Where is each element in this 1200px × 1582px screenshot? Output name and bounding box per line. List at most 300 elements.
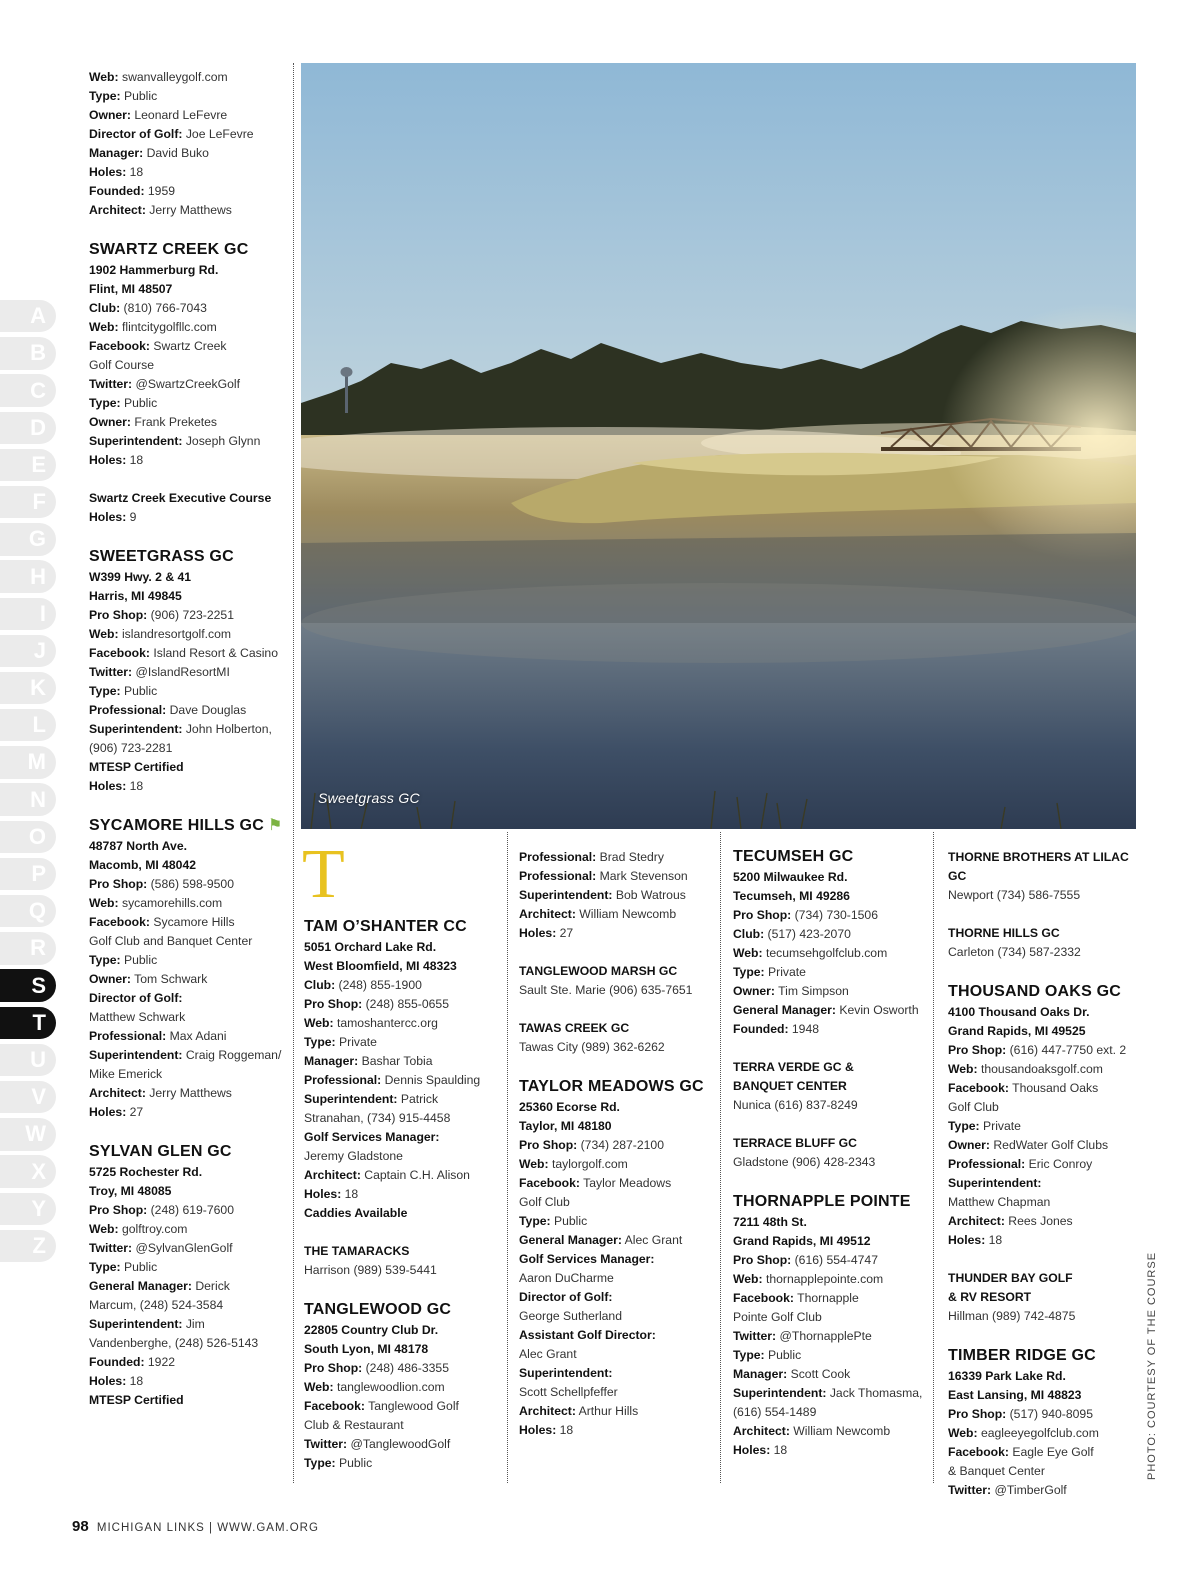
address-line: Harris, MI 49845 [89, 589, 182, 603]
address-line: Troy, MI 48085 [89, 1184, 172, 1198]
field-value: Private [983, 1119, 1021, 1133]
spacer [519, 1000, 719, 1019]
spacer [948, 905, 1148, 924]
field-value: (248) 486-3355 [365, 1361, 449, 1375]
field-label: Holes: [519, 1423, 557, 1437]
field-label: Pro Shop: [304, 997, 363, 1011]
field-label: Web: [89, 70, 119, 84]
field-label: Web: [733, 1272, 763, 1286]
spacer [733, 1172, 933, 1191]
course-name: THORNE HILLS GC [948, 926, 1060, 940]
field-label: Superintendent: [89, 722, 183, 736]
info-line [304, 1416, 504, 1435]
course-name: SYLVAN GLEN GC [89, 1143, 232, 1160]
field-label: Founded: [733, 1022, 789, 1036]
field-label: Type: [89, 684, 121, 698]
field-label: Type: [89, 89, 121, 103]
footer-text: MICHIGAN LINKS | WWW.GAM.ORG [96, 1522, 319, 1534]
field-value: George Sutherland [519, 1309, 622, 1323]
spacer [948, 1326, 1148, 1345]
alpha-tab-h: H [0, 560, 56, 592]
info-line [89, 951, 284, 970]
field-value: thornapplepointe.com [765, 1272, 884, 1286]
field-value: Newport (734) 586-7555 [948, 888, 1081, 902]
info-line [948, 1462, 1148, 1481]
info-line [304, 1014, 504, 1033]
course-heading [948, 981, 1148, 1003]
info-line [948, 1307, 1148, 1326]
field-label: Web: [733, 946, 763, 960]
field-value: 1922 [147, 1355, 176, 1369]
field-label: Professional: [304, 1073, 382, 1087]
field-label: Director of Golf: [89, 127, 183, 141]
alpha-tab-r: R [0, 932, 56, 964]
field-label: Twitter: [89, 1241, 133, 1255]
field-value: Nunica (616) 837-8249 [733, 1098, 858, 1112]
info-line [519, 1174, 719, 1193]
course-name: THE TAMARACKS [304, 1244, 410, 1258]
field-value: 18 [129, 779, 144, 793]
alpha-tab-y: Y [0, 1193, 56, 1225]
field-value: @IslandResortMI [135, 665, 230, 679]
course-heading [304, 1299, 504, 1321]
field-value: (616) 447-7750 ext. 2 [1009, 1043, 1127, 1057]
info-line [948, 1405, 1148, 1424]
field-label: Pro Shop: [948, 1043, 1007, 1057]
field-label: Type: [89, 1260, 121, 1274]
field-label: Type: [89, 953, 121, 967]
field-value: Taylor Meadows [583, 1176, 672, 1190]
field-value: (906) 723-2281 [89, 741, 173, 755]
field-value: tecumsehgolfclub.com [765, 946, 888, 960]
field-value: (616) 554-4747 [794, 1253, 878, 1267]
info-line [519, 1212, 719, 1231]
address-line: Golf Services Manager: [304, 1130, 440, 1144]
field-value: (248) 619-7600 [150, 1203, 234, 1217]
alpha-tab-t: T [0, 1007, 56, 1039]
field-value: Alec Grant [519, 1347, 577, 1361]
info-line [89, 1277, 284, 1296]
field-value: Sycamore Hills [153, 915, 235, 929]
alpha-tab-l: L [0, 709, 56, 741]
field-label: Owner: [89, 108, 131, 122]
field-value: (906) 723-2251 [150, 608, 234, 622]
field-label: Facebook: [948, 1445, 1009, 1459]
course-heading [519, 1076, 719, 1098]
listing-column-2 [304, 916, 504, 1473]
field-value: RedWater Golf Clubs [993, 1138, 1109, 1152]
column-divider [933, 832, 934, 1483]
field-value: Captain C.H. Alison [364, 1168, 470, 1182]
field-value: Public [768, 1348, 802, 1362]
field-value: Bashar Tobia [361, 1054, 433, 1068]
course-name: TANGLEWOOD GC [304, 1301, 452, 1318]
field-value: Kevin Osworth [839, 1003, 919, 1017]
field-label: Pro Shop: [89, 877, 148, 891]
info-line [304, 1147, 504, 1166]
info-line [733, 1422, 933, 1441]
info-line [304, 1397, 504, 1416]
field-label: Type: [89, 396, 121, 410]
info-line [89, 720, 284, 739]
field-value: Joseph Glynn [185, 434, 261, 448]
address-line: 16339 Park Lake Rd. [948, 1369, 1066, 1383]
field-label: Professional: [948, 1157, 1026, 1171]
field-value: & Banquet Center [948, 1464, 1045, 1478]
info-line [733, 963, 933, 982]
field-value: Scott Schellpfeffer [519, 1385, 618, 1399]
info-line [948, 1060, 1148, 1079]
info-line [733, 1441, 933, 1460]
field-value: swanvalleygolf.com [121, 70, 228, 84]
field-label: Professional: [519, 869, 597, 883]
alpha-tab-m: M [0, 746, 56, 778]
alpha-tab-c: C [0, 374, 56, 406]
info-line [519, 848, 719, 867]
field-label: Facebook: [519, 1176, 580, 1190]
alpha-tab-i: I [0, 598, 56, 630]
field-label: Architect: [733, 1424, 790, 1438]
info-line [89, 182, 284, 201]
info-line [304, 1052, 504, 1071]
field-label: Twitter: [89, 377, 133, 391]
alpha-tab-b: B [0, 337, 56, 369]
field-value: Public [124, 89, 158, 103]
course-name: THUNDER BAY GOLF [948, 1271, 1073, 1285]
info-line [89, 701, 284, 720]
info-line [948, 1117, 1148, 1136]
alpha-tab-p: P [0, 858, 56, 890]
listing-column-3 [519, 848, 719, 1440]
field-value: 27 [559, 926, 574, 940]
info-line [89, 337, 284, 356]
info-line [89, 1103, 284, 1122]
field-label: Architect: [519, 1404, 576, 1418]
field-label: Holes: [89, 453, 127, 467]
field-value: (248) 855-0655 [365, 997, 449, 1011]
field-value: Tim Simpson [778, 984, 849, 998]
spacer [733, 1115, 933, 1134]
field-value: (517) 423-2070 [767, 927, 851, 941]
alpha-tab-e: E [0, 449, 56, 481]
field-value: Tawas City (989) 362-6262 [519, 1040, 665, 1054]
page-number: 98 [72, 1518, 89, 1535]
field-label: Founded: [89, 1355, 145, 1369]
address-line: Flint, MI 48507 [89, 282, 173, 296]
field-value: (616) 554-1489 [733, 1405, 817, 1419]
field-label: Type: [519, 1214, 551, 1228]
field-value: @SylvanGlenGolf [135, 1241, 233, 1255]
alpha-tab-s: S [0, 969, 56, 1001]
field-label: Web: [89, 896, 119, 910]
field-value: Jerry Matthews [149, 203, 232, 217]
course-heading [89, 1141, 284, 1163]
field-value: 18 [988, 1233, 1003, 1247]
info-line [519, 1421, 719, 1440]
address-line: Superintendent: [948, 1176, 1042, 1190]
info-line [304, 1378, 504, 1397]
info-line [948, 1155, 1148, 1174]
course-photo [301, 63, 1136, 829]
field-value: Carleton (734) 587-2332 [948, 945, 1081, 959]
alpha-tab-j: J [0, 635, 56, 667]
field-value: Marcum, (248) 524-3584 [89, 1298, 224, 1312]
info-line [948, 1136, 1148, 1155]
field-value: John Holberton, [185, 722, 272, 736]
field-value: William Newcomb [579, 907, 677, 921]
info-line [89, 201, 284, 220]
field-label: Twitter: [733, 1329, 777, 1343]
field-label: Owner: [89, 972, 131, 986]
info-line [89, 1027, 284, 1046]
alpha-tab-k: K [0, 672, 56, 704]
info-line [89, 163, 284, 182]
field-value: @TimberGolf [994, 1483, 1067, 1497]
info-line [733, 982, 933, 1001]
field-label: Superintendent: [733, 1386, 827, 1400]
course-heading [89, 546, 284, 568]
info-line [948, 943, 1148, 962]
field-label: Twitter: [304, 1437, 348, 1451]
field-label: Superintendent: [89, 1048, 183, 1062]
info-line [89, 144, 284, 163]
field-label: Professional: [89, 703, 167, 717]
field-value: 18 [129, 453, 144, 467]
info-line [89, 508, 284, 527]
field-value: Jeremy Gladstone [304, 1149, 403, 1163]
field-value: Harrison (989) 539-5441 [304, 1263, 437, 1277]
info-line [733, 1270, 933, 1289]
field-label: Holes: [733, 1443, 771, 1457]
field-label: Holes: [89, 779, 127, 793]
info-line [304, 1109, 504, 1128]
field-label: Pro Shop: [733, 1253, 792, 1267]
field-label: Superintendent: [519, 888, 613, 902]
field-label: Owner: [89, 415, 131, 429]
field-value: Frank Preketes [134, 415, 218, 429]
field-value: Eric Conroy [1028, 1157, 1093, 1171]
address-line: West Bloomfield, MI 48323 [304, 959, 457, 973]
address-line: Superintendent: [519, 1366, 613, 1380]
field-value: Pointe Golf Club [733, 1310, 822, 1324]
info-line [89, 432, 284, 451]
field-value: Dennis Spaulding [384, 1073, 481, 1087]
field-label: General Manager: [519, 1233, 622, 1247]
field-value: Golf Course [89, 358, 155, 372]
field-label: Architect: [89, 203, 146, 217]
address-line: 4100 Thousand Oaks Dr. [948, 1005, 1090, 1019]
address-line: Macomb, MI 48042 [89, 858, 197, 872]
address-line: 5725 Rochester Rd. [89, 1165, 203, 1179]
spacer [89, 796, 284, 815]
field-label: Holes: [89, 510, 127, 524]
info-line [89, 125, 284, 144]
info-line [89, 1372, 284, 1391]
field-value: 18 [559, 1423, 574, 1437]
info-line [519, 1345, 719, 1364]
field-value: Brad Stedry [599, 850, 664, 864]
info-line [89, 777, 284, 796]
listing-column-5 [948, 848, 1148, 1500]
info-line [89, 413, 284, 432]
alpha-tab-z: Z [0, 1230, 56, 1262]
field-label: Facebook: [89, 339, 150, 353]
field-value: Thornapple [797, 1291, 859, 1305]
info-line [89, 394, 284, 413]
field-value: Public [124, 684, 158, 698]
info-line [304, 976, 504, 995]
field-label: Superintendent: [89, 434, 183, 448]
field-value: Golf Club and Banquet Center [89, 934, 253, 948]
photo-caption: Sweetgrass GC [318, 790, 420, 806]
info-line [304, 1090, 504, 1109]
address-line: Assistant Golf Director: [519, 1328, 656, 1342]
course-name: THORNE BROTHERS AT LILAC GC [948, 850, 1129, 883]
field-value: Dave Douglas [169, 703, 247, 717]
info-line [89, 451, 284, 470]
info-line [89, 682, 284, 701]
field-label: Type: [304, 1456, 336, 1470]
spacer [304, 1223, 504, 1242]
field-value: 18 [773, 1443, 788, 1457]
field-value: (734) 287-2100 [580, 1138, 664, 1152]
info-line [733, 1289, 933, 1308]
address-line: East Lansing, MI 48823 [948, 1388, 1082, 1402]
field-label: Web: [89, 1222, 119, 1236]
field-value: Aaron DuCharme [519, 1271, 614, 1285]
address-line: MTESP Certified [89, 1393, 184, 1407]
field-label: Owner: [733, 984, 775, 998]
info-line [304, 1359, 504, 1378]
field-label: Superintendent: [89, 1317, 183, 1331]
field-label: Type: [733, 965, 765, 979]
course-name: TERRA VERDE GC & [733, 1060, 854, 1074]
course-name: TIMBER RIDGE GC [948, 1347, 1096, 1364]
field-value: Tom Schwark [134, 972, 208, 986]
field-value: Max Adani [169, 1029, 227, 1043]
info-line [304, 995, 504, 1014]
field-value: Island Resort & Casino [153, 646, 278, 660]
info-line [733, 1327, 933, 1346]
address-line: Golf Services Manager: [519, 1252, 655, 1266]
field-value: Public [339, 1456, 373, 1470]
info-line [89, 663, 284, 682]
address-line: Grand Rapids, MI 49512 [733, 1234, 871, 1248]
field-label: Club: [733, 927, 765, 941]
field-label: Club: [304, 978, 336, 992]
address-line: Tecumseh, MI 49286 [733, 889, 850, 903]
field-value: golftroy.com [121, 1222, 188, 1236]
course-heading [89, 239, 284, 261]
field-label: General Manager: [89, 1279, 192, 1293]
field-value: Craig Roggeman/ [185, 1048, 282, 1062]
course-name: & RV RESORT [948, 1290, 1032, 1304]
field-value: thousandoaksgolf.com [980, 1062, 1103, 1076]
info-line [519, 1307, 719, 1326]
alpha-tab-o: O [0, 821, 56, 853]
info-line [519, 1402, 719, 1421]
info-line [89, 932, 284, 951]
info-line [89, 87, 284, 106]
info-line [733, 1153, 933, 1172]
field-value: Alec Grant [624, 1233, 683, 1247]
course-heading [948, 1345, 1148, 1367]
info-line [89, 1315, 284, 1334]
field-label: Holes: [89, 1374, 127, 1388]
info-line [948, 1481, 1148, 1500]
column-divider [293, 63, 294, 1483]
field-value: Leonard LeFevre [134, 108, 228, 122]
field-value: (810) 766-7043 [123, 301, 207, 315]
info-line [733, 1308, 933, 1327]
info-line [89, 1239, 284, 1258]
info-line [948, 1424, 1148, 1443]
field-value: Mike Emerick [89, 1067, 163, 1081]
field-label: Pro Shop: [519, 1138, 578, 1152]
field-value: (517) 940-8095 [1009, 1407, 1093, 1421]
field-label: Pro Shop: [304, 1361, 363, 1375]
field-label: Manager: [733, 1367, 788, 1381]
field-label: Type: [304, 1035, 336, 1049]
field-value: (734) 730-1506 [794, 908, 878, 922]
page-footer [72, 1518, 319, 1535]
field-value: Tanglewood Golf [368, 1399, 459, 1413]
field-label: Web: [948, 1062, 978, 1076]
field-label: Owner: [948, 1138, 990, 1152]
field-label: Twitter: [89, 665, 133, 679]
field-value: islandresortgolf.com [121, 627, 232, 641]
course-name: TAYLOR MEADOWS GC [519, 1078, 704, 1095]
field-label: Pro Shop: [948, 1407, 1007, 1421]
field-value: tamoshantercc.org [336, 1016, 438, 1030]
info-line [733, 1251, 933, 1270]
alpha-tab-q: Q [0, 895, 56, 927]
info-line [89, 318, 284, 337]
field-value: @TanglewoodGolf [350, 1437, 451, 1451]
field-label: Facebook: [89, 646, 150, 660]
info-line [519, 1193, 719, 1212]
field-value: flintcitygolfllc.com [121, 320, 217, 334]
alpha-tab-v: V [0, 1081, 56, 1113]
field-value: (248) 855-1900 [338, 978, 422, 992]
field-value: sycamorehills.com [121, 896, 223, 910]
field-value: Club & Restaurant [304, 1418, 404, 1432]
field-value: Stranahan, (734) 915-4458 [304, 1111, 451, 1125]
spacer [89, 470, 284, 489]
course-name: SWEETGRASS GC [89, 548, 234, 565]
field-label: Superintendent: [304, 1092, 398, 1106]
spacer [733, 1039, 933, 1058]
info-line [304, 1454, 504, 1473]
field-value: Rees Jones [1008, 1214, 1073, 1228]
course-name: THORNAPPLE POINTE [733, 1193, 911, 1210]
address-line: Swartz Creek Executive Course [89, 491, 272, 505]
info-line [948, 1443, 1148, 1462]
field-label: Manager: [304, 1054, 359, 1068]
info-line [948, 1231, 1148, 1250]
field-label: Architect: [948, 1214, 1005, 1228]
field-label: Architect: [519, 907, 576, 921]
field-value: Private [768, 965, 806, 979]
course-name: TANGLEWOOD MARSH GC [519, 964, 678, 978]
column-divider [720, 832, 721, 1483]
course-name: BANQUET CENTER [733, 1079, 847, 1093]
info-line [89, 1334, 284, 1353]
field-value: Public [124, 953, 158, 967]
info-line [519, 1383, 719, 1402]
info-line [89, 299, 284, 318]
address-line: W399 Hwy. 2 & 41 [89, 570, 192, 584]
